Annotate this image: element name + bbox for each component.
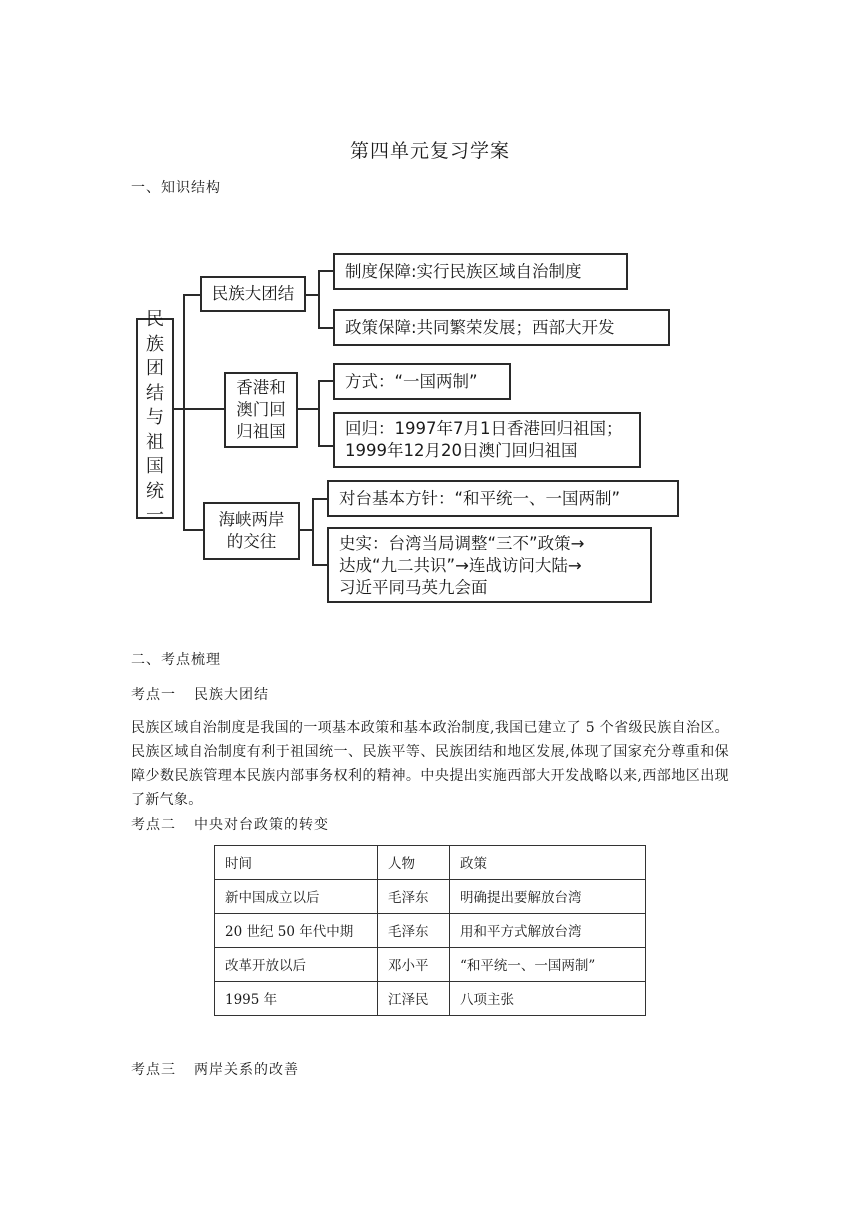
branch-label: 民族大团结 — [211, 284, 295, 303]
table-cell: 20 世纪 50 年代中期 — [215, 914, 378, 948]
table-header-cell: 人物 — [378, 846, 450, 880]
connector-line — [183, 294, 200, 296]
section-heading-knowledge-structure: 一、知识结构 — [131, 180, 221, 196]
table-cell: 毛泽东 — [378, 880, 450, 914]
root-char: 一 — [146, 505, 164, 527]
root-char: 族 — [146, 333, 164, 355]
leaf-text-line: 1999年12月20日澳门回归祖国 — [345, 441, 578, 460]
root-char: 祖 — [146, 431, 164, 453]
exam-point-title: 两岸关系的改善 — [194, 1062, 299, 1078]
leaf-text: 政策保障:共同繁荣发展；西部大开发 — [345, 317, 615, 337]
table-cell: 改革开放以后 — [215, 948, 378, 982]
table-cell: 明确提出要解放台湾 — [450, 880, 646, 914]
branch-box-ethnic-unity — [200, 276, 306, 312]
root-char: 国 — [146, 456, 164, 478]
connector-line — [298, 408, 319, 410]
connector-line — [312, 498, 327, 500]
table-header-row — [215, 846, 646, 880]
root-char: 与 — [146, 407, 164, 429]
document-title: 第四单元复习学案 — [349, 140, 510, 162]
table-header-cell: 时间 — [215, 846, 378, 880]
leaf-box-system-guarantee — [333, 253, 628, 290]
section-heading-exam-points: 二、考点梳理 — [131, 652, 221, 668]
exam-point-label: 考点二 — [131, 817, 176, 833]
leaf-box-return-dates — [333, 412, 641, 468]
table-header-cell: 政策 — [450, 846, 646, 880]
leaf-text-line: 回归：1997年7月1日香港回归祖国； — [345, 419, 623, 438]
leaf-text: 对台基本方针：“和平统一、一国两制” — [339, 488, 621, 508]
leaf-text: 制度保障:实行民族区域自治制度 — [345, 261, 582, 281]
table-cell: 新中国成立以后 — [215, 880, 378, 914]
branch-label-line: 海峡两岸 — [218, 510, 285, 529]
exam-point-label: 考点一 — [131, 687, 176, 703]
exam-point-label: 考点三 — [131, 1062, 176, 1078]
connector-line — [318, 380, 333, 382]
table-cell: 毛泽东 — [378, 914, 450, 948]
table-row — [215, 982, 646, 1016]
table-cell: 八项主张 — [450, 982, 646, 1016]
branch-label-line: 的交往 — [226, 532, 277, 551]
branch-label-line: 香港和 — [236, 378, 286, 397]
table-cell: 用和平方式解放台湾 — [450, 914, 646, 948]
leaf-box-historical-facts — [327, 527, 652, 603]
table-row — [215, 914, 646, 948]
leaf-box-policy-guarantee — [333, 309, 670, 346]
connector-line — [318, 445, 333, 447]
connector-line — [318, 270, 320, 328]
table-cell: 1995 年 — [215, 982, 378, 1016]
leaf-box-method — [333, 363, 511, 400]
root-char: 结 — [146, 382, 164, 404]
table-row — [215, 948, 646, 982]
root-box — [136, 309, 174, 527]
table-row — [215, 880, 646, 914]
root-char: 民 — [146, 309, 164, 331]
branch-box-hk-macau-return — [224, 372, 298, 448]
connector-line — [318, 270, 333, 272]
leaf-text-line: 达成“九二共识”→连战访问大陆→ — [339, 556, 582, 575]
connector-line — [183, 294, 185, 531]
table-cell: 江泽民 — [378, 982, 450, 1016]
leaf-text-line: 史实：台湾当局调整“三不”政策→ — [339, 534, 585, 553]
exam-point-heading — [131, 1059, 299, 1079]
branch-label-line: 澳门回 — [236, 400, 286, 419]
exam-point-heading — [131, 814, 329, 834]
leaf-text: 方式：“一国两制” — [345, 371, 478, 391]
root-char: 团 — [146, 358, 164, 380]
exam-point-title: 民族大团结 — [194, 687, 269, 703]
table-cell: “和平统一、一国两制” — [450, 948, 646, 982]
connector-line — [318, 380, 320, 446]
policy-table — [214, 845, 646, 1016]
body-paragraph: 民族区域自治制度是我国的一项基本政策和基本政治制度,我国已建立了 5 个省级民族自治区。民族区域自治制度有利于祖国统一、民族平等、民族团结和地区发展,体现了国家充分尊重和保障少数民族管理本民族内部事务权利的精神。中央提出实施西部大开发战略以来,西部地区出现了新气象。 — [131, 720, 729, 808]
root-char: 统 — [146, 480, 164, 502]
leaf-box-basic-policy — [327, 480, 679, 517]
connector-line — [183, 529, 203, 531]
table-cell: 邓小平 — [378, 948, 450, 982]
exam-point-heading — [131, 684, 269, 704]
connector-line — [312, 564, 327, 566]
connector-line — [183, 408, 224, 410]
leaf-text-line: 习近平同马英九会面 — [339, 578, 488, 597]
connector-line — [312, 498, 314, 565]
exam-point-title: 中央对台政策的转变 — [194, 817, 329, 833]
connector-line — [318, 327, 333, 329]
branch-box-cross-strait — [203, 502, 300, 560]
branch-label-line: 归祖国 — [236, 422, 286, 441]
